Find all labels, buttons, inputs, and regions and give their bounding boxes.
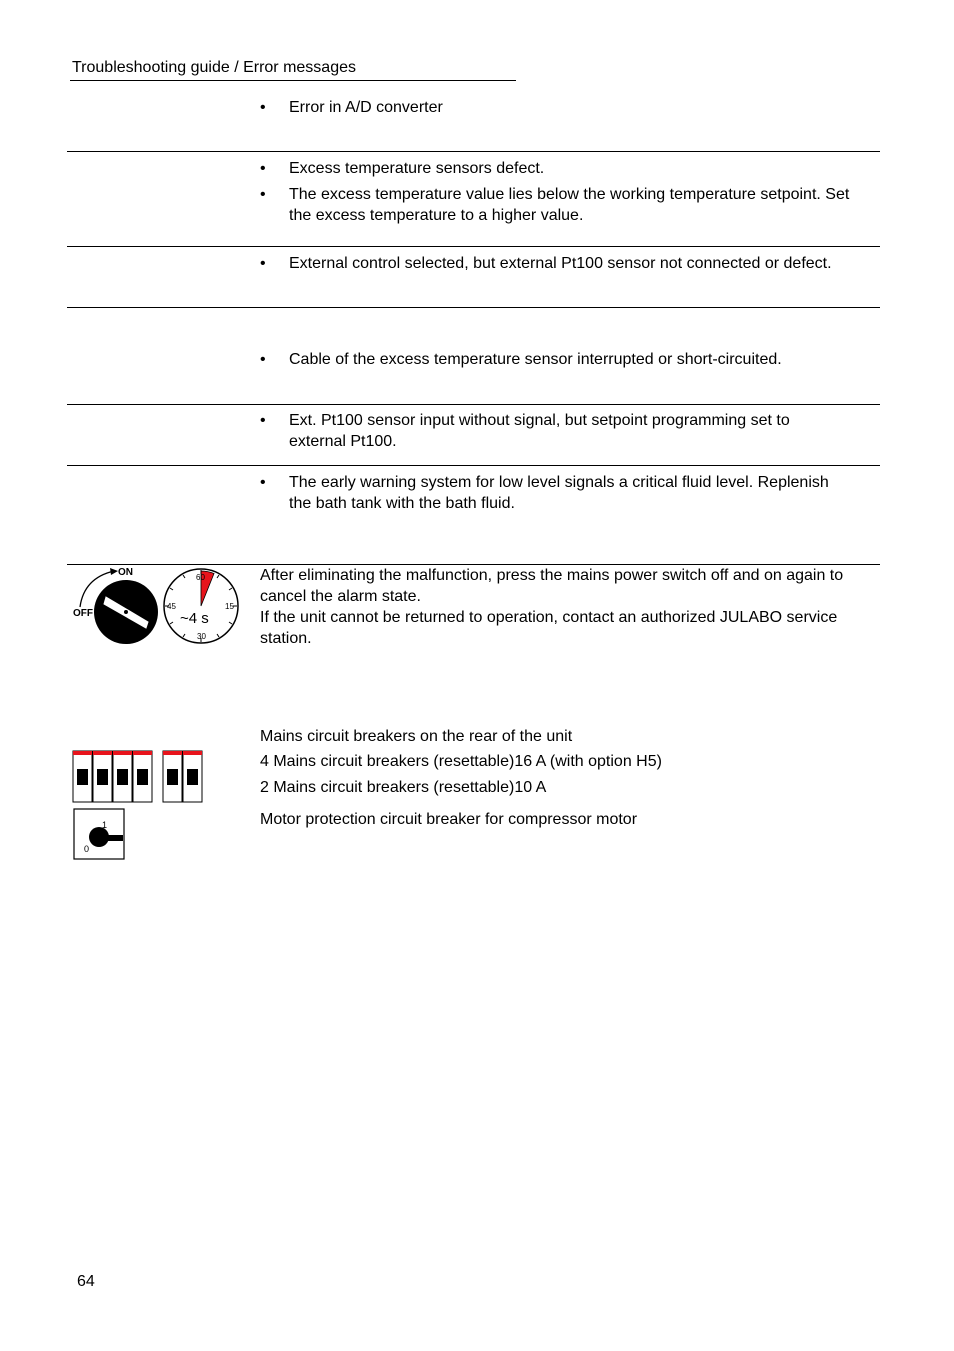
list-item-text: Cable of the excess temperature sensor interrupted or short-circuited. — [289, 351, 782, 368]
divider — [67, 246, 880, 247]
list-item-text: Error in A/D converter — [289, 99, 443, 116]
motor-protection-breaker-icon — [73, 808, 126, 861]
list-item — [260, 349, 850, 370]
circuit-breakers-2-icon — [162, 750, 204, 804]
dial-label-45: 45 — [167, 602, 176, 611]
bullet-glyph: • — [260, 412, 266, 429]
list-item-text: Excess temperature sensors defect. — [289, 160, 545, 177]
switch-off-label: OFF — [73, 608, 93, 619]
bullet-glyph: • — [260, 255, 266, 272]
bullet-glyph: • — [260, 186, 266, 203]
motor-breaker-text: Motor protection circuit breaker for compressor motor — [260, 811, 638, 828]
bullet-glyph: • — [260, 474, 266, 491]
divider — [67, 151, 880, 152]
list-item — [260, 184, 850, 226]
list-item-text: External control selected, but external Pt100 sensor not connected or defect. — [289, 255, 832, 272]
list-item-text: Ext. Pt100 sensor input without signal, but setpoint programming set to external Pt100. — [289, 412, 790, 450]
dial-label-60: 60 — [196, 573, 205, 582]
list-item-text: The excess temperature value lies below the working temperature setpoint. Set the excess temperature to a higher value. — [289, 186, 850, 224]
page-header-title: Troubleshooting guide / Error messages — [72, 59, 356, 76]
breakers-title: Mains circuit breakers on the rear of the unit — [260, 728, 573, 745]
list-item — [260, 97, 850, 118]
dial-label-30: 30 — [197, 632, 206, 641]
list-item — [260, 472, 850, 514]
list-item — [260, 253, 850, 274]
page-number: 64 — [77, 1273, 95, 1290]
reset-instruction-2: If the unit cannot be returned to operation, contact an authorized JULABO service station. — [260, 609, 838, 647]
list-item-text: The early warning system for low level signals a critical fluid level. Replenish the bath tank with the bath fluid. — [289, 474, 829, 512]
timer-duration-label: ~4 s — [180, 610, 209, 627]
breakers-line-2: 2 Mains circuit breakers (resettable)10 A — [260, 779, 547, 796]
bullet-glyph: • — [260, 160, 266, 177]
divider — [67, 404, 880, 405]
breaker-lever-icon — [90, 835, 123, 841]
switch-on-label: ON — [118, 567, 133, 578]
arrow-head-icon — [110, 568, 118, 575]
breaker-label-1: 1 — [102, 820, 108, 830]
divider — [67, 465, 880, 466]
divider — [67, 307, 880, 308]
dial-label-15: 15 — [225, 602, 234, 611]
power-switch-reset-illustration — [68, 564, 244, 648]
bullet-glyph: • — [260, 351, 266, 368]
list-item — [260, 158, 850, 179]
header-rule — [70, 80, 516, 81]
bullet-glyph: • — [260, 99, 266, 116]
circuit-breakers-4-icon — [72, 750, 154, 804]
breaker-label-0: 0 — [84, 844, 90, 854]
list-item — [260, 410, 850, 452]
reset-instruction-1: After eliminating the malfunction, press the mains power switch off and on again to cancel the alarm state. — [260, 567, 844, 605]
breakers-line-1: 4 Mains circuit breakers (resettable)16 A (with option H5) — [260, 753, 662, 770]
